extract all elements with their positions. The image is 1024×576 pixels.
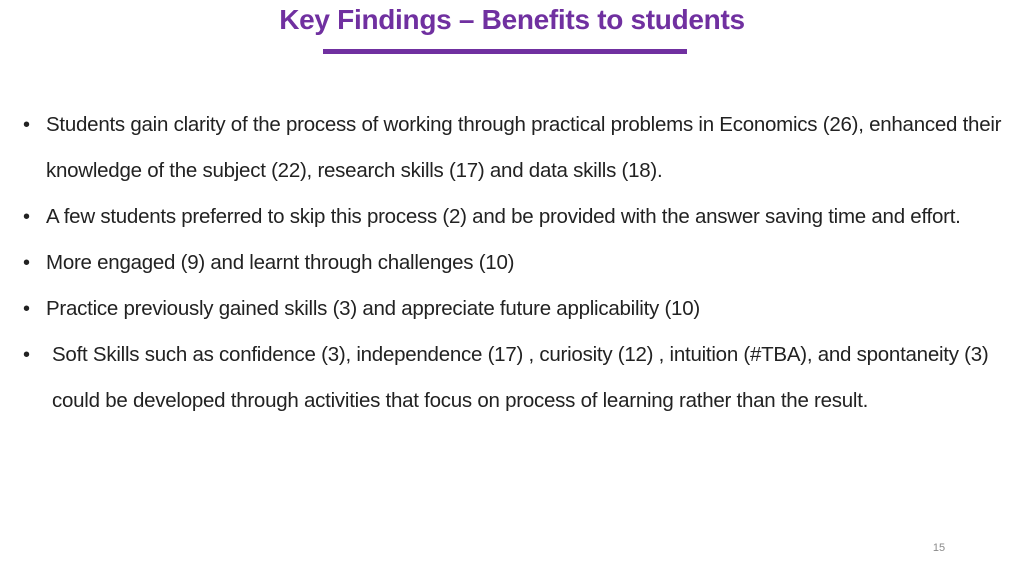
bullet-text-skip-process: A few students preferred to skip this process (2) and be provided with the answer saving time and effort. (46, 205, 961, 228)
page-number: 15 (932, 542, 946, 554)
title-underline (323, 49, 687, 54)
slide-title: Key Findings – Benefits to students (279, 4, 745, 35)
bullet-item-soft-skills (22, 332, 1017, 424)
bullet-point-icon: • (23, 206, 30, 228)
bullet-point-icon: • (23, 298, 30, 320)
bullet-text-engaged: More engaged (9) and learnt through challenges (10) (46, 251, 515, 274)
bullet-item-engaged (22, 240, 1017, 286)
bullet-point-icon: • (23, 252, 30, 274)
bullet-text-soft-skills: Soft Skills such as confidence (3), independence (17) , curiosity (12) , intuition (#TBA), and spontaneity (3) could be developed through activities that focus on process of learning rather than the result. (52, 343, 989, 412)
bullet-item-clarity (22, 102, 1017, 194)
bullet-item-practice (22, 286, 1017, 332)
bullet-text-clarity: Students gain clarity of the process of working through practical problems in Economics (26), enhanced their knowledge of the subject (22), research skills (17) and data skills (18). (46, 113, 1002, 182)
bullet-item-skip-process (22, 194, 1017, 240)
bullet-point-icon: • (23, 344, 30, 366)
bullet-text-practice: Practice previously gained skills (3) and appreciate future applicability (10) (46, 297, 700, 320)
bullet-list (22, 102, 1017, 424)
bullet-point-icon: • (23, 114, 30, 136)
